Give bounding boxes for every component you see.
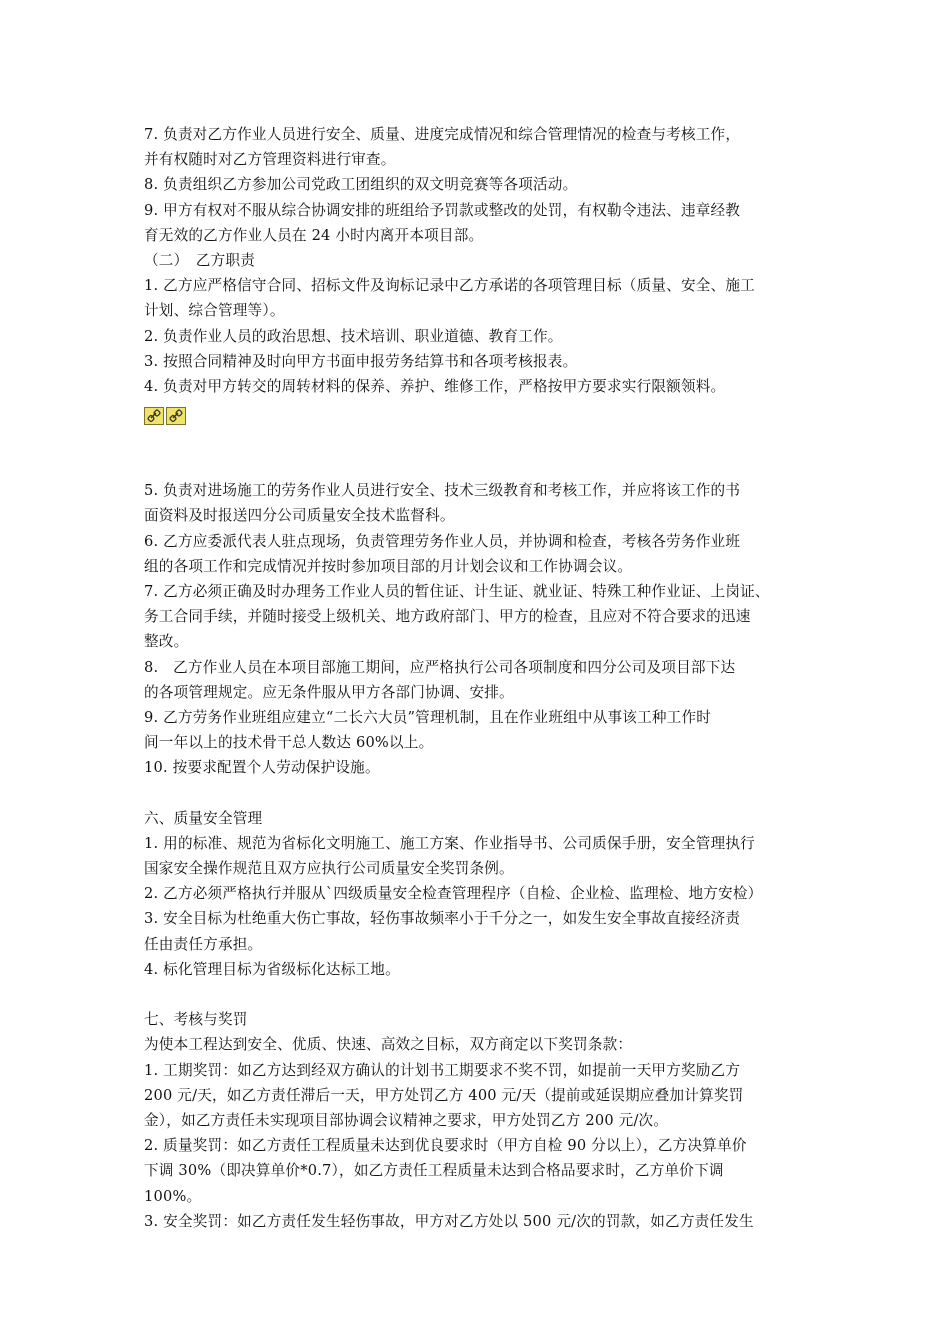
management-section — [144, 453, 814, 1234]
responsibilities-section — [144, 122, 814, 399]
text-line: 1. 用的标准、规范为省标化文明施工、施工方案、作业指导书、公司质保手册，安全管理执行 — [144, 834, 755, 852]
text-line: 组的各项工作和完成情况并按时参加项目部的月计划会议和工作协调会议。 — [144, 557, 633, 575]
text-line: 200 元/天，如乙方责任滞后一天，甲方处罚乙方 400 元/天（提前或延误期应叠加计算奖罚 — [144, 1086, 744, 1104]
text-line: 并有权随时对乙方管理资料进行审查。 — [144, 151, 396, 169]
text-line: （二） 乙方职责 — [144, 251, 256, 269]
text-line: 4. 标化管理目标为省级标化达标工地。 — [144, 960, 400, 978]
text-line: 育无效的乙方作业人员在 24 小时内离开本项目部。 — [144, 226, 484, 244]
text-line: 7. 乙方必须正确及时办理务工作业人员的暂住证、计生证、就业证、特殊工种作业证、上岗证、 — [144, 583, 770, 600]
text-line: 间一年以上的技术骨干总人数达 60%以上。 — [144, 734, 434, 752]
text-line: 7. 负责对乙方作业人员进行安全、质量、进度完成情况和综合管理情况的检查与考核工作， — [144, 126, 741, 143]
text-line: 任由责任方承担。 — [144, 935, 263, 953]
text-line: 2. 乙方必须严格执行并服从`四级质量安全检查管理程序（自检、企业检、监理检、地方安检） — [144, 885, 763, 903]
text-line: 5. 负责对进场施工的劳务作业人员进行安全、技术三级教育和考核工作，并应将该工作的书 — [144, 482, 741, 500]
text-line: 3. 安全目标为杜绝重大伤亡事故，轻伤事故频率小于千分之一，如发生安全事故直接经济责 — [144, 910, 741, 928]
text-line: 100%。 — [144, 1187, 202, 1205]
document-body — [144, 122, 814, 1234]
text-line: 1. 工期奖罚：如乙方达到经双方确认的计划书工期要求不奖不罚，如提前一天甲方奖励乙方 — [144, 1061, 741, 1079]
blank-line — [144, 781, 814, 806]
text-line: 8. 乙方作业人员在本项目部施工期间，应严格执行公司各项制度和四分公司及项目部下达 — [144, 658, 736, 676]
embedded-icons — [144, 407, 814, 429]
text-line: 2. 质量奖罚：如乙方责任工程质量未达到优良要求时（甲方自检 90 分以上），乙方决算单价 — [144, 1137, 747, 1155]
text-line: 六、质量安全管理 — [144, 809, 263, 827]
text-line: 2. 负责作业人员的政治思想、技术培训、职业道德、教育工作。 — [144, 327, 563, 345]
text-line: 的各项管理规定。应无条件服从甲方各部门协调、安排。 — [144, 683, 514, 701]
text-line: 金），如乙方责任未实现项目部协调会议精神之要求，甲方处罚乙方 200 元/次。 — [144, 1111, 669, 1129]
text-line: 整改。 — [144, 633, 189, 651]
link-icon[interactable] — [144, 407, 164, 425]
text-line: 8. 负责组织乙方参加公司党政工团组织的双文明竞赛等各项活动。 — [144, 176, 578, 194]
text-line: 务工合同手续，并随时接受上级机关、地方政府部门、甲方的检查，且应对不符合要求的迅速 — [144, 608, 751, 626]
text-line: 计划、综合管理等）。 — [144, 302, 285, 320]
text-line: 国家安全操作规范且双方应执行公司质量安全奖罚条例。 — [144, 860, 514, 878]
text-line: 3. 按照合同精神及时向甲方书面申报劳务结算书和各项考核报表。 — [144, 352, 578, 370]
text-line: 面资料及时报送四分公司质量安全技术监督科。 — [144, 507, 455, 525]
text-line: 为使本工程达到安全、优质、快速、高效之目标，双方商定以下奖罚条款： — [144, 1036, 633, 1054]
text-line: 4. 负责对甲方转交的周转材料的保养、养护、维修工作，严格按甲方要求实行限额领料。 — [144, 377, 726, 395]
text-line: 6. 乙方应委派代表人驻点现场，负责管理劳务作业人员，并协调和检查，考核各劳务作业班 — [144, 532, 741, 550]
blank-line — [144, 982, 814, 1007]
text-line: 七、考核与奖罚 — [144, 1011, 248, 1029]
link-icon[interactable] — [166, 407, 186, 425]
text-line: 3. 安全奖罚：如乙方责任发生轻伤事故，甲方对乙方处以 500 元/次的罚款，如乙方责任发生 — [144, 1212, 754, 1230]
text-line: 9. 甲方有权对不服从综合协调安排的班组给予罚款或整改的处罚，有权勒令违法、违章经教 — [144, 201, 741, 219]
blank-line — [144, 453, 814, 478]
text-line: 10. 按要求配置个人劳动保护设施。 — [144, 759, 380, 777]
text-line: 9. 乙方劳务作业班组应建立“二长六大员”管理机制，且在作业班组中从事该工种工作时 — [144, 708, 712, 726]
text-line: 下调 30%（即决算单价*0.7），如乙方责任工程质量未达到合格品要求时，乙方单价下调 — [144, 1162, 724, 1180]
text-line: 1. 乙方应严格信守合同、招标文件及询标记录中乙方承诺的各项管理目标（质量、安全、施工 — [144, 277, 755, 295]
